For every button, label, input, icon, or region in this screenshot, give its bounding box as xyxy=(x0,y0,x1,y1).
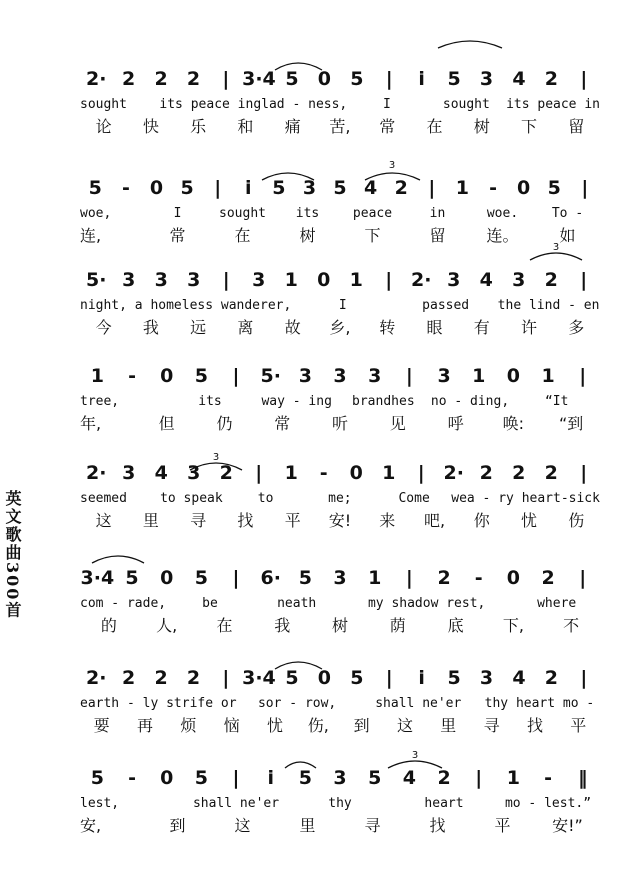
barline: | xyxy=(385,667,393,689)
barline: | xyxy=(405,567,413,589)
lyric-zh: 的 xyxy=(100,616,117,635)
lyric-zh: 连, xyxy=(80,226,102,245)
lyric-zh: 安, xyxy=(80,816,102,835)
lyric-zh: 到 xyxy=(169,816,186,835)
lyric-zh: 见 xyxy=(389,414,406,433)
lyric-en: where xyxy=(537,596,577,611)
lyric-zh: 安!” xyxy=(552,816,583,835)
note: 3 xyxy=(154,269,168,291)
note: 2 xyxy=(154,68,168,90)
lyric-zh: 里 xyxy=(299,816,316,835)
lyric-zh: 今 xyxy=(95,318,112,337)
lyric-zh: 年, xyxy=(80,414,102,433)
note: 5 xyxy=(368,767,382,789)
barline: | xyxy=(417,462,425,484)
lyric-en: sought xyxy=(219,206,266,221)
lyric-en: To - xyxy=(551,206,584,221)
note: 0 xyxy=(516,177,531,199)
triplet-number: 3 xyxy=(212,452,220,463)
lyric-en: sought xyxy=(80,97,127,112)
note: 5 xyxy=(194,567,208,589)
lyric-en: mo - lest.” xyxy=(504,796,592,811)
note: 1 xyxy=(455,177,470,199)
note: 2 xyxy=(186,68,201,90)
note: 2· xyxy=(411,269,432,291)
lyric-zh: 苦, xyxy=(329,117,351,136)
note: 3·4 xyxy=(242,68,276,90)
lyric-zh: 安! xyxy=(328,511,352,530)
lyric-zh: 有 xyxy=(473,318,490,337)
note: 0 xyxy=(317,667,332,689)
lyric-zh: 平 xyxy=(284,511,301,530)
barline: | xyxy=(475,767,483,789)
barline: | xyxy=(385,68,393,90)
tie-arc xyxy=(438,41,502,48)
note: 5· xyxy=(86,269,107,291)
note: 3 xyxy=(187,269,201,291)
lyric-en: be xyxy=(202,596,218,611)
lyric-zh: 荫 xyxy=(389,616,406,635)
note: 2· xyxy=(86,462,107,484)
note: 0 xyxy=(160,365,174,387)
lyric-zh: 听 xyxy=(332,414,349,433)
note: 2 xyxy=(437,767,451,789)
tie-arc xyxy=(275,63,322,70)
lyric-zh: 仍 xyxy=(216,414,233,433)
triplet-number: 3 xyxy=(552,242,560,253)
note: 0 xyxy=(160,567,174,589)
note: - xyxy=(474,567,483,589)
lyric-zh: 找 xyxy=(526,716,543,735)
note: 5 xyxy=(547,177,561,199)
note: 6· xyxy=(260,567,281,589)
note: 2 xyxy=(479,462,493,484)
note: 5 xyxy=(447,68,461,90)
lyric-en: to speak xyxy=(160,491,223,506)
triplet-number: 3 xyxy=(411,750,419,761)
note: 3·4 xyxy=(80,567,115,589)
lyric-zh: 树 xyxy=(332,616,349,635)
lyric-zh: 在 xyxy=(234,226,251,245)
note: 3 xyxy=(479,667,494,689)
barline: | xyxy=(580,667,588,689)
lyric-en: night, a homeless wanderer, xyxy=(80,298,292,313)
tie-arc xyxy=(285,762,316,768)
lyric-en: shall ne'er xyxy=(375,696,462,711)
lyric-en: seemed xyxy=(80,491,127,506)
lyric-en: com - rade, xyxy=(80,596,167,611)
note: 1 xyxy=(284,269,298,291)
note: 5 xyxy=(447,667,461,689)
lyric-en: passed xyxy=(422,298,470,313)
lyric-en: thy heart mo - xyxy=(484,696,595,711)
lyric-zh: 常 xyxy=(379,117,396,136)
note: 5 xyxy=(194,767,208,789)
lyric-zh: 这 xyxy=(396,716,413,735)
note: 3·4 xyxy=(242,667,276,689)
note: 1 xyxy=(506,767,521,789)
tie-arc xyxy=(262,173,314,180)
barline: | xyxy=(579,365,587,387)
lyric-zh: 在 xyxy=(216,616,233,635)
note: 5 xyxy=(285,667,299,689)
tie-arc xyxy=(92,556,144,563)
lyric-en: glad - ness, xyxy=(253,97,348,112)
lyric-en: peace xyxy=(352,206,393,221)
lyric-zh: 我 xyxy=(142,318,159,337)
barline: | xyxy=(428,177,436,199)
lyric-zh: 来 xyxy=(379,511,396,530)
note: 3 xyxy=(333,567,347,589)
lyric-zh: 乐 xyxy=(190,117,207,136)
note: i xyxy=(418,667,425,689)
lyric-zh: 常 xyxy=(169,226,186,245)
note: 5 xyxy=(180,177,194,199)
note: 3 xyxy=(512,269,526,291)
lyric-zh: 下 xyxy=(364,226,381,245)
note: 5 xyxy=(350,68,364,90)
barline: | xyxy=(232,567,240,589)
lyric-en: neath xyxy=(277,596,317,611)
note: 0 xyxy=(349,462,363,484)
lyric-zh: 寻 xyxy=(364,816,381,835)
barline: | xyxy=(580,462,588,484)
lyric-en: woe, xyxy=(80,206,112,221)
lyric-en: its peace in xyxy=(159,97,254,112)
lyric-zh: 吧, xyxy=(423,511,446,530)
note: 2 xyxy=(394,177,408,199)
lyric-zh: 要 xyxy=(93,716,110,735)
lyric-zh: 转 xyxy=(379,318,396,337)
note: 2· xyxy=(85,667,107,689)
lyric-en: lest, xyxy=(80,796,120,811)
note: i xyxy=(245,177,252,199)
lyric-en: me; xyxy=(328,491,352,506)
barline: | xyxy=(580,68,588,90)
lyric-zh: 树 xyxy=(299,226,316,245)
final-barline: ‖ xyxy=(577,767,588,789)
note: 2 xyxy=(186,667,201,689)
tie-arc xyxy=(190,463,242,470)
lyric-en: Come xyxy=(398,491,430,506)
note: 0 xyxy=(317,68,332,90)
note: 2 xyxy=(122,667,136,689)
tie-arc xyxy=(275,662,322,669)
lyric-en: tree, xyxy=(80,394,120,409)
tie-arc xyxy=(388,761,442,768)
lyric-zh: 伤, xyxy=(307,716,329,735)
barline: | xyxy=(581,177,589,199)
barline: | xyxy=(385,269,393,291)
note: 3 xyxy=(368,365,382,387)
barline: | xyxy=(405,365,413,387)
note: 0 xyxy=(317,269,331,291)
note: 3 xyxy=(187,462,201,484)
note: 3 xyxy=(447,269,461,291)
note: 4 xyxy=(512,667,526,689)
note: 5 xyxy=(125,567,139,589)
lyric-zh: 下, xyxy=(502,616,524,635)
lyric-zh: 唤: xyxy=(502,414,525,433)
note: - xyxy=(489,177,497,199)
lyric-zh: 烦 xyxy=(180,716,197,735)
note: 3 xyxy=(122,269,136,291)
lyric-zh: 下 xyxy=(521,117,538,136)
note: 0 xyxy=(506,365,521,387)
note: 3 xyxy=(333,767,347,789)
note: 0 xyxy=(149,177,164,199)
lyric-zh: 快 xyxy=(142,117,159,136)
barline: | xyxy=(222,68,230,90)
lyric-zh: 里 xyxy=(440,716,457,735)
lyric-zh: 人, xyxy=(156,616,178,635)
note: 3 xyxy=(298,365,312,387)
lyric-zh: 平 xyxy=(570,716,587,735)
lyric-zh: 恼 xyxy=(223,716,240,735)
note: i xyxy=(418,68,425,90)
lyric-zh: 远 xyxy=(190,318,207,337)
note: 1 xyxy=(472,365,486,387)
note: - xyxy=(128,365,136,387)
lyric-zh: 故 xyxy=(284,318,301,337)
lyric-zh: 如 xyxy=(559,226,576,245)
lyric-en: I xyxy=(338,298,347,313)
lyric-zh: 寻 xyxy=(483,716,500,735)
lyric-zh: 留 xyxy=(429,226,446,245)
note: 0 xyxy=(160,767,174,789)
lyric-zh: 找 xyxy=(237,511,254,530)
lyric-en: to xyxy=(257,491,274,506)
note: - xyxy=(128,767,136,789)
note: 5 xyxy=(88,177,102,199)
note: 3 xyxy=(302,177,317,199)
note: 2· xyxy=(443,462,464,484)
lyric-zh: 和 xyxy=(237,117,254,136)
barline: | xyxy=(255,462,263,484)
note: 4 xyxy=(364,177,378,199)
barline: | xyxy=(580,269,588,291)
note: 5 xyxy=(298,567,312,589)
barline: | xyxy=(232,365,240,387)
lyric-zh: 眼 xyxy=(426,318,443,337)
note: 5 xyxy=(90,767,104,789)
lyric-zh: “到 xyxy=(558,414,584,433)
lyric-zh: 这 xyxy=(234,816,251,835)
note: 2 xyxy=(154,667,168,689)
note: - xyxy=(121,177,130,199)
lyric-zh: 留 xyxy=(568,117,585,136)
note: 4 xyxy=(154,462,168,484)
lyric-zh: 离 xyxy=(237,318,254,337)
note: 5 xyxy=(285,68,299,90)
lyric-zh: 这 xyxy=(95,511,112,530)
note: 3 xyxy=(437,365,451,387)
note: 0 xyxy=(506,567,521,589)
note: 2 xyxy=(437,567,451,589)
note: 2 xyxy=(544,68,558,90)
lyric-zh: 多 xyxy=(568,318,585,337)
lyric-en: way - ing xyxy=(261,394,332,409)
lyric-zh: 论 xyxy=(95,117,112,136)
barline: | xyxy=(222,667,230,689)
lyric-zh: 忧 xyxy=(266,716,283,735)
note: 2 xyxy=(219,462,233,484)
note: 5· xyxy=(260,365,281,387)
triplet-number: 3 xyxy=(388,160,396,171)
lyric-zh: 呼 xyxy=(447,414,464,433)
note: 5 xyxy=(194,365,208,387)
lyric-zh: 再 xyxy=(136,716,153,735)
note: 1 xyxy=(284,462,298,484)
lyric-en: its peace in xyxy=(506,97,600,112)
note: 2 xyxy=(512,462,526,484)
lyric-zh: 平 xyxy=(494,816,511,835)
lyric-zh: 到 xyxy=(353,716,370,735)
note: i xyxy=(267,767,274,789)
lyric-en: in xyxy=(429,206,446,221)
note: 3 xyxy=(252,269,266,291)
lyric-zh: 伤 xyxy=(568,511,585,530)
lyric-en: “It xyxy=(544,394,569,409)
lyric-zh: 忧 xyxy=(521,511,538,530)
lyric-en: brandhes xyxy=(352,394,415,409)
lyric-zh: 寻 xyxy=(190,511,207,530)
lyric-en: thy xyxy=(328,796,352,811)
note: 1 xyxy=(541,365,555,387)
note: 1 xyxy=(368,567,382,589)
book-side-title: 英文歌曲300首 xyxy=(3,490,22,620)
note: 2 xyxy=(544,269,558,291)
lyric-zh: 树 xyxy=(473,117,490,136)
lyric-zh: 里 xyxy=(142,511,159,530)
lyric-en: wea - ry heart-sick xyxy=(451,491,600,506)
note: 5 xyxy=(350,667,364,689)
lyric-en: the lind - en xyxy=(497,298,600,313)
note: 5 xyxy=(333,177,347,199)
lyric-en: my shadow rest, xyxy=(367,596,486,611)
note: 3 xyxy=(333,365,347,387)
lyric-zh: 我 xyxy=(274,616,291,635)
note: 4 xyxy=(402,767,416,789)
lyric-zh: 找 xyxy=(429,816,446,835)
note: 1 xyxy=(382,462,396,484)
lyric-zh: 但 xyxy=(158,414,175,433)
note: 2· xyxy=(85,68,107,90)
note: 3 xyxy=(479,68,494,90)
note: - xyxy=(319,462,328,484)
barline: | xyxy=(214,177,222,199)
lyric-en: its xyxy=(295,206,320,221)
note: 2 xyxy=(544,667,558,689)
lyric-zh: 痛 xyxy=(284,117,301,136)
lyric-zh: 不 xyxy=(563,616,580,635)
note: 1 xyxy=(90,365,104,387)
barline: | xyxy=(222,269,230,291)
lyric-en: I xyxy=(383,97,391,112)
note: 2 xyxy=(541,567,555,589)
lyric-zh: 你 xyxy=(473,511,490,530)
lyric-en: I xyxy=(173,206,182,221)
note: 4 xyxy=(479,269,493,291)
lyric-en: shall ne'er xyxy=(192,796,280,811)
lyric-en: woe. xyxy=(486,206,519,221)
lyric-en: heart xyxy=(424,796,464,811)
lyric-zh: 许 xyxy=(521,318,538,337)
lyric-en: sought xyxy=(442,97,490,112)
tie-arc xyxy=(365,173,420,180)
note: 5 xyxy=(272,177,286,199)
barline: | xyxy=(579,567,587,589)
note: 3 xyxy=(122,462,136,484)
lyric-en: sor - row, xyxy=(257,696,337,711)
barline: | xyxy=(232,767,240,789)
note: 5 xyxy=(298,767,312,789)
note: 2 xyxy=(122,68,136,90)
lyric-en: no - ding, xyxy=(430,394,510,409)
lyric-en: its xyxy=(198,394,222,409)
note: 1 xyxy=(349,269,363,291)
note: 4 xyxy=(512,68,526,90)
tie-arc xyxy=(530,253,582,260)
lyric-zh: 底 xyxy=(447,616,464,635)
lyric-en: earth - ly strife or xyxy=(80,696,237,711)
lyric-zh: 连。 xyxy=(486,226,519,245)
note: - xyxy=(544,767,553,789)
note: 2 xyxy=(544,462,558,484)
lyric-zh: 乡, xyxy=(329,318,351,337)
lyric-zh: 常 xyxy=(274,414,291,433)
lyric-zh: 在 xyxy=(426,117,443,136)
